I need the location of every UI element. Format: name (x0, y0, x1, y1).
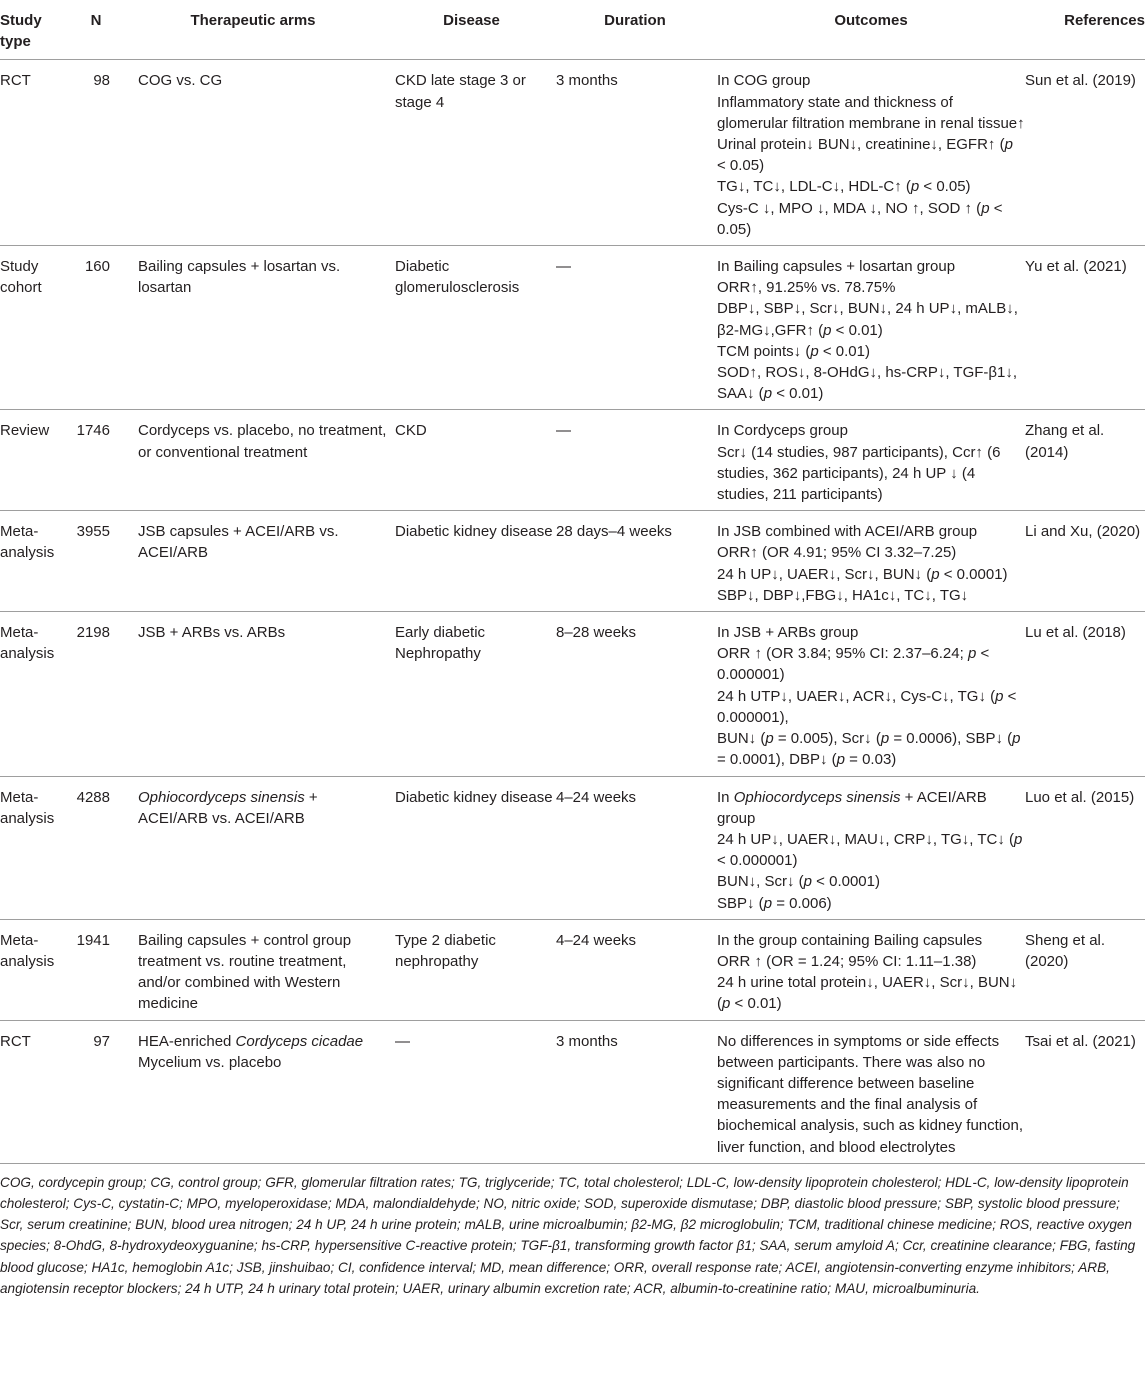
text-segment: Mycelium vs. placebo (138, 1053, 282, 1071)
text-segment: 24 h UTP↓, UAER↓, ACR↓, Cys-C↓, TG↓ ( (717, 687, 996, 705)
rows-4-outcomes-line (717, 643, 1025, 685)
cell-therapeutic-arms (116, 246, 390, 410)
text-segment: Scr↓ (14 studies, 987 participants), Ccr↑ (6 studies, 362 participants), 24 h UP ↓ (4 studies, 211 participants) (717, 443, 1001, 504)
text-segment: + ACEI/ARB vs. ACEI/ARB (138, 788, 318, 827)
italic-text: p (803, 873, 813, 891)
text-segment: JSB + ARBs vs. ARBs (138, 624, 286, 642)
cell-study-type: Meta-analysis (0, 612, 76, 776)
rows-0-arms-line (138, 70, 390, 91)
cell-disease: CKD (390, 410, 553, 511)
rows-0-outcomes-line (717, 176, 1025, 197)
text-segment: = 0.005), Scr↓ ( (773, 730, 881, 748)
text-segment: In (717, 788, 734, 806)
text-segment: = 0.006) (772, 894, 832, 912)
rows-2-outcomes-line (717, 420, 1025, 441)
italic-text: p (880, 730, 890, 748)
cell-duration: — (553, 246, 717, 410)
cell-outcomes (717, 246, 1025, 410)
cell-disease: Early diabetic Nephropathy (390, 612, 553, 776)
table-row (0, 246, 1145, 410)
cell-study-type: Study cohort (0, 246, 76, 410)
italic-text: Cordyceps cicadae (235, 1032, 364, 1050)
cell-reference: Zhang et al. (2014) (1025, 410, 1145, 511)
rows-6-outcomes-line (717, 951, 1025, 972)
text-segment: COG vs. CG (138, 72, 223, 90)
cell-therapeutic-arms (116, 410, 390, 511)
header-study-type: Study type (0, 0, 76, 60)
text-segment: < 0.05) (717, 199, 1003, 238)
cell-disease: CKD late stage 3 or stage 4 (390, 60, 553, 246)
cell-n: 2198 (76, 612, 116, 776)
rows-3-outcomes-line (717, 521, 1025, 542)
italic-text: p (810, 342, 819, 360)
text-segment: SBP↓ ( (717, 894, 764, 912)
rows-1-arms-line (138, 256, 390, 298)
text-segment: HEA-enriched (138, 1032, 236, 1050)
rows-2-arms-line (138, 420, 390, 462)
cell-therapeutic-arms (116, 919, 390, 1020)
cell-outcomes (717, 410, 1025, 511)
italic-text: p (763, 385, 773, 403)
cell-outcomes (717, 612, 1025, 776)
rows-7-arms-line (138, 1031, 390, 1073)
rows-1-outcomes-line (717, 341, 1025, 362)
cell-disease: — (390, 1020, 553, 1163)
rows-4-outcomes-line (717, 686, 1025, 728)
cell-disease: Type 2 diabetic nephropathy (390, 919, 553, 1020)
italic-text: p (722, 995, 731, 1013)
italic-text: p (931, 565, 940, 583)
header-outcomes: Outcomes (717, 0, 1025, 60)
cell-study-type: Review (0, 410, 76, 511)
rows-5-arms-line (138, 787, 390, 829)
text-segment: In COG group (717, 72, 811, 90)
rows-0-outcomes-line (717, 198, 1025, 240)
cell-study-type: Meta-analysis (0, 776, 76, 919)
cell-disease: Diabetic kidney disease (390, 511, 553, 612)
rows-3-outcomes-line (717, 564, 1025, 585)
cell-study-type: Meta-analysis (0, 919, 76, 1020)
cell-duration: — (553, 410, 717, 511)
footnote-text: COG, cordycepin group; CG, control group; GFR, glomerular filtration rates; TG, triglyceride; TC, total cholesterol; LDL-C, low-density lipoprotein cholesterol; HDL-C, low-density lipoprotein cholesterol; Cys-C, cystatin-C; MPO, myeloperoxidase; MDA, malondialdehyde; NO, nitric oxide; SOD, superoxide dismutase; DBP, diastolic blood pressure; SBP, systolic blood pressure; Scr, serum creatinine; BUN, blood urea nitrogen; 24 h UP, 24 h urine protein; mALB, urine microalbumin; β2-MG, β2 microglobulin; TCM, traditional chinese medicine; ROS, reactive oxygen species; 8-OhdG, 8-hydroxydeoxyguanine; hs-CRP, hypersensitive C-reactive protein; TGF-β1, transforming growth factor β1; SAA, serum amyloid A; Ccr, creatinine clearance; FBG, fasting blood glucose; HA1c, hemoglobin A1c; JSB, jinshuibao; CI, confidence interval; MD, mean difference; ORR, overall response rate; ACEI, angiotensin-converting enzyme inhibitors; ARB, angiotensin receptor blockers; 24 h UTP, 24 h urinary total protein; UAER, urinary albumin excretion rate; ACR, albumin-to-creatinine ratio; MAU, microalbuminuria. (0, 1174, 1136, 1296)
rows-1-outcomes-line (717, 256, 1025, 277)
rows-5-outcomes-line (717, 787, 1025, 829)
text-segment: In JSB + ARBs group (717, 624, 859, 642)
rows-2-outcomes-line (717, 442, 1025, 506)
table-row (0, 919, 1145, 1020)
rows-0-outcomes-line (717, 70, 1025, 91)
text-segment: ORR↑ (OR 4.91; 95% CI 3.32–7.25) (717, 544, 957, 562)
text-segment: In Bailing capsules + losartan group (717, 258, 956, 276)
text-segment: TG↓, TC↓, LDL-C↓, HDL-C↑ ( (717, 178, 911, 196)
italic-text: p (910, 178, 920, 196)
text-segment: < 0.0001) (812, 873, 880, 891)
cell-n: 3955 (76, 511, 116, 612)
text-segment: Inflammatory state and thickness of glomerular filtration membrane in renal tissue↑ (717, 93, 1025, 132)
text-segment: < 0.01) (772, 385, 824, 403)
text-segment: < 0.05) (919, 178, 971, 196)
text-segment: < 0.01) (730, 995, 782, 1013)
rows-6-outcomes-line (717, 972, 1025, 1014)
cell-disease: Diabetic glomerulosclerosis (390, 246, 553, 410)
cell-n: 1941 (76, 919, 116, 1020)
header-references: References (1025, 0, 1145, 60)
italic-text: Ophiocordyceps sinensis (733, 788, 901, 806)
italic-text: Ophiocordyceps sinensis (138, 788, 305, 806)
cell-therapeutic-arms (116, 612, 390, 776)
cell-disease: Diabetic kidney disease (390, 776, 553, 919)
text-segment: No differences in symptoms or side effects between participants. There was also no significant difference between baseline measurements and the final analysis of biochemical analysis, such as kidney function, liver function, and blood electrolytes (717, 1032, 1023, 1156)
cell-n: 1746 (76, 410, 116, 511)
header-therapeutic-arms: Therapeutic arms (116, 0, 390, 60)
cell-reference: Tsai et al. (2021) (1025, 1020, 1145, 1163)
cell-reference: Sun et al. (2019) (1025, 60, 1145, 246)
cell-outcomes (717, 776, 1025, 919)
text-segment: < 0.000001), (717, 687, 1017, 726)
text-segment: SBP↓, DBP↓,FBG↓, HA1c↓, TC↓, TG↓ (717, 586, 969, 604)
italic-text: p (823, 321, 832, 339)
cell-outcomes (717, 1020, 1025, 1163)
table-row (0, 60, 1145, 246)
text-segment: TCM points↓ ( (717, 342, 811, 360)
rows-0-outcomes-line (717, 92, 1025, 134)
rows-3-outcomes-line (717, 542, 1025, 563)
text-segment: In the group containing Bailing capsules (717, 931, 983, 949)
cell-duration: 4–24 weeks (553, 919, 717, 1020)
italic-text: p (1012, 730, 1021, 748)
rows-5-outcomes-line (717, 871, 1025, 892)
cell-therapeutic-arms (116, 511, 390, 612)
cell-duration: 3 months (553, 1020, 717, 1163)
cell-therapeutic-arms (116, 60, 390, 246)
cell-reference: Sheng et al. (2020) (1025, 919, 1145, 1020)
italic-text: p (1014, 830, 1023, 848)
text-segment: Urinal protein↓ BUN↓, creatinine↓, EGFR↑ ( (717, 136, 1005, 154)
text-segment: < 0.05) (717, 157, 765, 175)
cell-n: 98 (76, 60, 116, 246)
text-segment: < 0.01) (818, 342, 870, 360)
text-segment: ORR ↑ (OR = 1.24; 95% CI: 1.11–1.38) (717, 952, 977, 970)
text-segment: = 0.0001), DBP↓ ( (717, 751, 837, 769)
cell-therapeutic-arms (116, 1020, 390, 1163)
text-segment: ORR↑, 91.25% vs. 78.75% (717, 279, 896, 297)
cell-duration: 8–28 weeks (553, 612, 717, 776)
rows-6-outcomes-line (717, 930, 1025, 951)
cell-n: 160 (76, 246, 116, 410)
text-segment: < 0.000001) (717, 852, 798, 870)
text-segment: < 0.000001) (717, 645, 990, 684)
text-segment: Cordyceps vs. placebo, no treatment, or conventional treatment (138, 422, 387, 461)
text-segment: DBP↓, SBP↓, Scr↓, BUN↓, 24 h UP↓, mALB↓, β2-MG↓,GFR↑ ( (717, 300, 1018, 339)
italic-text: p (765, 730, 774, 748)
cell-reference: Yu et al. (2021) (1025, 246, 1145, 410)
cell-reference: Lu et al. (2018) (1025, 612, 1145, 776)
table-row (0, 612, 1145, 776)
text-segment: + ACEI/ARB group (717, 788, 987, 827)
rows-4-outcomes-line (717, 728, 1025, 770)
italic-text: p (995, 687, 1004, 705)
header-disease: Disease (390, 0, 553, 60)
text-segment: BUN↓ ( (717, 730, 766, 748)
rows-4-arms-line (138, 622, 390, 643)
table-row (0, 410, 1145, 511)
cell-study-type: RCT (0, 1020, 76, 1163)
cell-outcomes (717, 919, 1025, 1020)
header-n: N (76, 0, 116, 60)
text-segment: Bailing capsules + control group treatment vs. routine treatment, and/or combined with Western medicine (138, 931, 352, 1013)
cell-duration: 28 days–4 weeks (553, 511, 717, 612)
italic-text: p (981, 199, 990, 217)
cell-reference: Luo et al. (2015) (1025, 776, 1145, 919)
cell-n: 97 (76, 1020, 116, 1163)
text-segment: SOD↑, ROS↓, 8-OHdG↓, hs-CRP↓, TGF-β1↓, SAA↓ ( (717, 364, 1018, 403)
text-segment: 24 h UP↓, UAER↓, Scr↓, BUN↓ ( (717, 565, 932, 583)
rows-6-arms-line (138, 930, 390, 1015)
header-row (0, 0, 1145, 60)
table-row (0, 776, 1145, 919)
cell-duration: 3 months (553, 60, 717, 246)
text-segment: < 0.0001) (939, 565, 1008, 583)
cell-study-type: Meta-analysis (0, 511, 76, 612)
italic-text: p (967, 645, 977, 663)
text-segment: 24 h UP↓, UAER↓, MAU↓, CRP↓, TG↓, TC↓ ( (717, 830, 1014, 848)
text-segment: = 0.03) (845, 751, 897, 769)
rows-5-outcomes-line (717, 829, 1025, 871)
italic-text: p (836, 751, 845, 769)
rows-1-outcomes-line (717, 362, 1025, 404)
text-segment: Cys-C ↓, MPO ↓, MDA ↓, NO ↑, SOD ↑ ( (717, 199, 982, 217)
rows-1-outcomes-line (717, 277, 1025, 298)
text-segment: = 0.0006), SBP↓ ( (889, 730, 1013, 748)
text-segment: Bailing capsules + losartan vs. losartan (138, 258, 341, 297)
text-segment: In JSB combined with ACEI/ARB group (717, 523, 978, 541)
cell-outcomes (717, 511, 1025, 612)
italic-text: p (763, 894, 773, 912)
table-footnote (0, 1164, 1145, 1299)
text-segment: In Cordyceps group (717, 422, 848, 440)
text-segment: 24 h urine total protein↓, UAER↓, Scr↓, BUN↓ ( (717, 974, 1018, 1013)
text-segment: JSB capsules + ACEI/ARB vs. ACEI/ARB (138, 523, 339, 562)
rows-4-outcomes-line (717, 622, 1025, 643)
cell-study-type: RCT (0, 60, 76, 246)
text-segment: < 0.01) (831, 321, 883, 339)
cell-n: 4288 (76, 776, 116, 919)
header-duration: Duration (553, 0, 717, 60)
rows-3-outcomes-line (717, 585, 1025, 606)
cell-duration: 4–24 weeks (553, 776, 717, 919)
table-row (0, 1020, 1145, 1163)
cell-therapeutic-arms (116, 776, 390, 919)
italic-text: p (1004, 136, 1013, 154)
text-segment: BUN↓, Scr↓ ( (717, 873, 804, 891)
cell-outcomes (717, 60, 1025, 246)
rows-3-arms-line (138, 521, 390, 563)
cell-reference: Li and Xu, (2020) (1025, 511, 1145, 612)
text-segment: ORR ↑ (OR 3.84; 95% CI: 2.37–6.24; (717, 645, 968, 663)
rows-5-outcomes-line (717, 893, 1025, 914)
rows-7-outcomes-line (717, 1031, 1025, 1158)
table-row (0, 511, 1145, 612)
rows-0-outcomes-line (717, 134, 1025, 176)
rows-1-outcomes-line (717, 298, 1025, 340)
